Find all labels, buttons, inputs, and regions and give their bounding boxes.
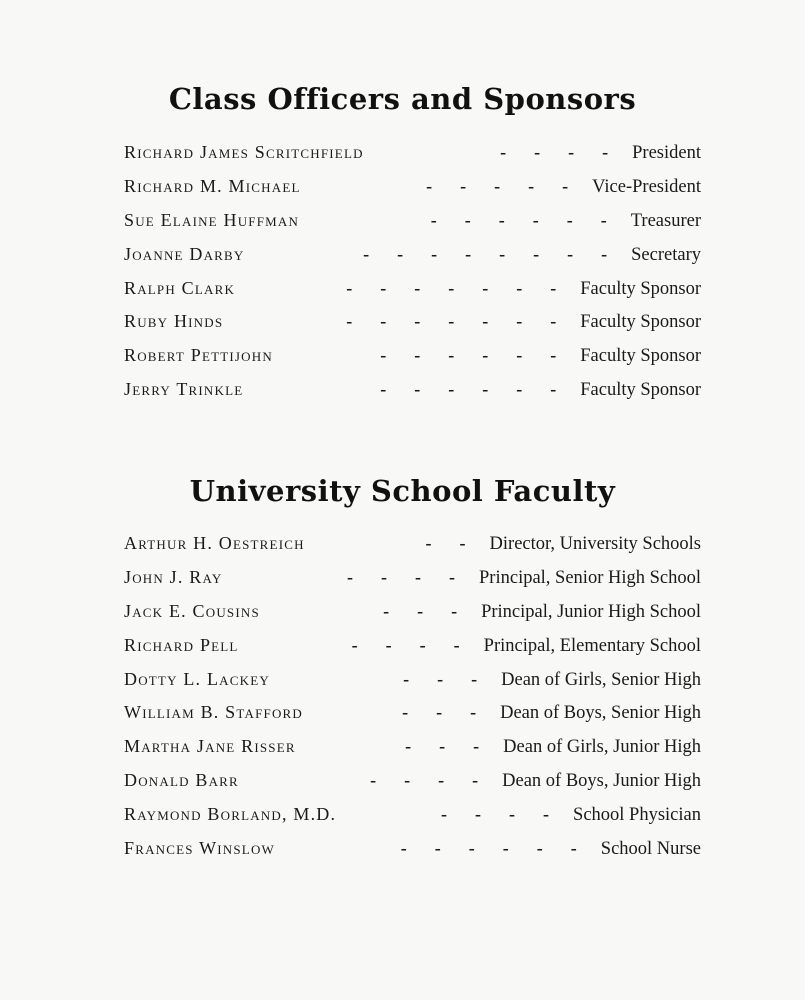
dash: -: [404, 770, 411, 791]
list-item: [124, 345, 701, 379]
person-title: Principal, Senior High School: [479, 567, 701, 588]
list-item: [124, 379, 701, 413]
dash: -: [475, 804, 482, 825]
class-officers-list: [124, 142, 701, 413]
dash: -: [381, 566, 388, 587]
dash-leader: [336, 804, 573, 825]
dash: -: [459, 533, 466, 553]
list-item: [124, 142, 701, 176]
dash: -: [502, 838, 509, 859]
dash: -: [397, 243, 404, 264]
dash: -: [448, 277, 455, 298]
dash-leader: [299, 210, 631, 231]
person-name: Donald Barr: [124, 770, 239, 791]
dash: -: [380, 345, 387, 366]
dash: -: [436, 702, 443, 723]
dash: -: [516, 345, 523, 366]
dash: -: [453, 634, 460, 655]
person-title: Principal, Elementary School: [483, 635, 701, 656]
dash: -: [533, 243, 540, 264]
dash: -: [482, 311, 489, 332]
list-item: [124, 838, 701, 872]
section-heading-class-officers: Class Officers and Sponsors: [168, 82, 637, 116]
dash: -: [500, 142, 507, 162]
person-title: Faculty Sponsor: [580, 346, 701, 367]
dash: -: [550, 345, 557, 366]
person-title: Faculty Sponsor: [580, 380, 701, 401]
person-name: Ruby Hinds: [124, 311, 224, 332]
list-item: [124, 278, 701, 312]
dash-leader: [301, 176, 593, 197]
dash: -: [380, 379, 387, 400]
dash: -: [448, 379, 455, 400]
dash: -: [570, 838, 577, 859]
dash: -: [346, 311, 353, 332]
dash: -: [414, 345, 421, 366]
dash: -: [532, 209, 539, 230]
dash: -: [402, 702, 409, 723]
dash: -: [434, 838, 441, 859]
person-name: John J. Ray: [124, 566, 223, 587]
dash: -: [499, 243, 506, 264]
dash-leader: [303, 702, 500, 723]
dash: -: [425, 533, 432, 553]
dash: -: [430, 209, 437, 230]
person-name: Richard M. Michael: [124, 175, 301, 196]
dash-leader: [235, 278, 580, 299]
dash: -: [431, 243, 438, 264]
dash: -: [543, 804, 550, 825]
dash: -: [363, 243, 370, 264]
dash: -: [351, 634, 358, 655]
list-item: [124, 601, 701, 635]
dash-leader: [222, 567, 479, 588]
dash: -: [414, 311, 421, 332]
person-name: Joanne Darby: [124, 243, 245, 264]
dash: -: [380, 311, 387, 332]
dash: -: [460, 175, 467, 196]
dash: -: [566, 209, 573, 230]
person-name: Jerry Trinkle: [124, 379, 244, 400]
section-heading-university-faculty: University School Faculty: [189, 474, 616, 508]
person-title: Faculty Sponsor: [580, 278, 701, 299]
person-title: President: [632, 143, 701, 163]
dash: -: [536, 838, 543, 859]
dash: -: [448, 311, 455, 332]
person-name: Frances Winslow: [124, 838, 276, 859]
dash: -: [471, 668, 478, 689]
dash: -: [414, 379, 421, 400]
dash: -: [437, 668, 444, 689]
dash: -: [482, 277, 489, 298]
person-title: Vice-President: [592, 176, 701, 197]
dash: -: [441, 804, 448, 825]
dash: -: [470, 702, 477, 723]
dash: -: [567, 243, 574, 264]
dash: -: [449, 566, 456, 587]
person-title: Dean of Boys, Senior High: [500, 703, 701, 724]
dash-leader: [239, 635, 484, 656]
person-name: Arthur H. Oestreich: [124, 533, 305, 553]
person-name: Richard Pell: [124, 634, 239, 655]
dash-leader: [243, 379, 580, 400]
person-title: Principal, Junior High School: [481, 601, 701, 622]
dash: -: [400, 838, 407, 859]
dash-leader: [305, 533, 490, 554]
dash: -: [383, 600, 390, 621]
dash: -: [482, 379, 489, 400]
list-item: [124, 567, 701, 601]
list-item: [124, 702, 701, 736]
dash: -: [562, 175, 569, 196]
list-item: [124, 635, 701, 669]
dash-leader: [239, 770, 502, 791]
dash: -: [568, 142, 575, 162]
dash: -: [601, 243, 608, 264]
dash: -: [516, 277, 523, 298]
dash-leader: [260, 601, 481, 622]
dash: -: [516, 379, 523, 400]
dash-leader: [273, 345, 580, 366]
dash: -: [370, 770, 377, 791]
list-item: [124, 804, 701, 838]
dash: -: [465, 243, 472, 264]
dash: -: [417, 600, 424, 621]
dash: -: [439, 736, 446, 757]
person-name: Dotty L. Lackey: [124, 668, 270, 689]
dash-leader: [270, 669, 501, 690]
person-title: Treasurer: [630, 210, 701, 231]
person-title: Dean of Girls, Senior High: [501, 669, 701, 690]
dash-leader: [245, 244, 632, 265]
dash: -: [415, 566, 422, 587]
person-name: Sue Elaine Huffman: [124, 209, 300, 230]
list-item: [124, 244, 701, 278]
person-title: Faculty Sponsor: [580, 312, 701, 333]
dash: -: [494, 175, 501, 196]
dash: -: [426, 175, 433, 196]
dash: -: [534, 142, 541, 162]
dash-leader: [364, 142, 632, 163]
dash: -: [380, 277, 387, 298]
dash: -: [482, 345, 489, 366]
person-title: School Physician: [573, 805, 701, 826]
person-name: Raymond Borland, M.D.: [124, 804, 337, 825]
dash: -: [464, 209, 471, 230]
list-item: [124, 770, 701, 804]
list-item: [124, 533, 701, 567]
person-name: Robert Pettijohn: [124, 345, 273, 366]
dash: -: [473, 736, 480, 757]
dash: -: [550, 311, 557, 332]
faculty-list: [124, 533, 701, 872]
list-item: [124, 176, 701, 210]
dash: -: [600, 209, 607, 230]
list-item: [124, 311, 701, 345]
dash: -: [472, 770, 479, 791]
dash: -: [438, 770, 445, 791]
person-name: Ralph Clark: [124, 277, 236, 298]
person-title: Dean of Boys, Junior High: [502, 771, 701, 792]
dash-leader: [296, 736, 503, 757]
dash: -: [550, 379, 557, 400]
dash-leader: [275, 838, 601, 859]
dash: -: [602, 142, 609, 162]
person-name: Richard James Scritchfield: [124, 142, 364, 162]
dash: -: [509, 804, 516, 825]
dash: -: [550, 277, 557, 298]
dash: -: [403, 668, 410, 689]
dash: -: [448, 345, 455, 366]
person-name: Jack E. Cousins: [124, 600, 260, 621]
dash: -: [516, 311, 523, 332]
person-name: William B. Stafford: [124, 702, 303, 723]
dash: -: [405, 736, 412, 757]
list-item: [124, 736, 701, 770]
dash: -: [346, 277, 353, 298]
person-name: Martha Jane Risser: [124, 736, 296, 757]
dash: -: [528, 175, 535, 196]
dash: -: [414, 277, 421, 298]
dash: -: [451, 600, 458, 621]
dash: -: [385, 634, 392, 655]
dash: -: [498, 209, 505, 230]
person-title: Secretary: [631, 244, 701, 265]
person-title: Dean of Girls, Junior High: [503, 737, 701, 758]
dash: -: [419, 634, 426, 655]
list-item: [124, 210, 701, 244]
dash: -: [347, 566, 354, 587]
list-item: [124, 669, 701, 703]
dash: -: [468, 838, 475, 859]
dash-leader: [223, 311, 580, 332]
person-title: Director, University Schools: [489, 534, 701, 554]
person-title: School Nurse: [600, 839, 701, 860]
